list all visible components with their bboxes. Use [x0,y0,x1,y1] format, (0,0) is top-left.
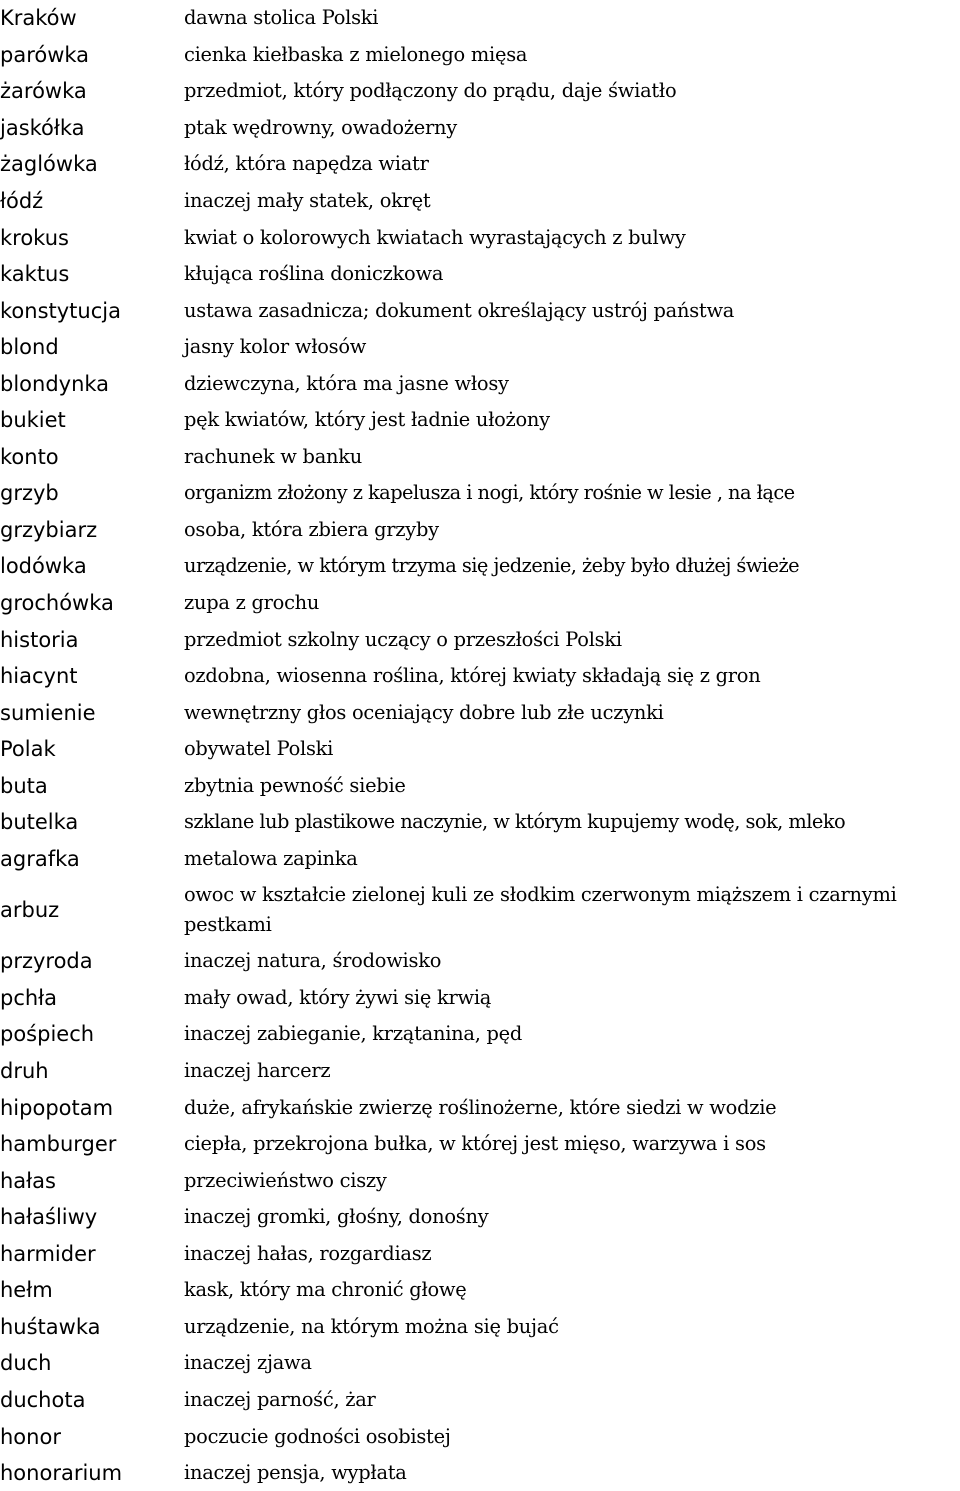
glossary-definition: poczucie godności osobistej [184,1424,451,1448]
glossary-row [0,512,960,549]
glossary-row [0,694,960,731]
glossary-term: sumienie [0,700,96,725]
glossary-term: hipopotam [0,1095,114,1120]
glossary-term: hełm [0,1278,53,1303]
glossary-definition: zupa z grochu [184,591,320,615]
glossary-definition: osoba, która zbiera grzyby [184,517,439,541]
glossary-definition: obywatel Polski [184,737,334,761]
glossary-definition: inaczej hałas, rozgardiasz [184,1241,432,1265]
glossary-row [0,183,960,220]
glossary-row [0,439,960,476]
glossary-term: historia [0,627,79,652]
glossary-definition: kask, który ma chronić głowę [184,1278,467,1302]
glossary-definition: inaczej zabieganie, krzątanina, pęd [184,1022,523,1046]
glossary-term: hałas [0,1168,56,1193]
glossary-term: blondynka [0,371,110,396]
glossary-definition: ciepła, przekrojona bułka, w której jest mięso, warzywa i sos [184,1132,766,1156]
glossary-definition: inaczej mały statek, okręt [184,189,431,212]
glossary-row [0,402,960,439]
glossary-term: blond [0,335,59,360]
glossary-term: parówka [0,42,90,67]
glossary-row [0,621,960,658]
glossary-term: przyroda [0,949,93,974]
glossary-row [0,1162,960,1199]
glossary-definition: owoc w kształcie zielonej kuli ze słodkim czerwonym miąższem i czarnymi pestkami [184,883,897,937]
glossary-term: butelka [0,810,79,835]
glossary-term: huśtawka [0,1314,101,1339]
glossary-definition: przedmiot, który podłączony do prądu, daje światło [184,79,677,103]
glossary-definition: urządzenie, na którym można się bujać [184,1314,559,1338]
glossary-term: hałaśliwy [0,1205,98,1230]
glossary-term: bukiet [0,408,66,433]
glossary-row [0,804,960,841]
glossary-row [0,110,960,147]
glossary-definition: łódź, która napędza wiatr [184,152,429,176]
glossary-term: konto [0,444,59,469]
glossary-definition: ozdobna, wiosenna roślina, której kwiaty składają się z gron [184,664,761,688]
glossary-definition: kłująca roślina doniczkowa [184,262,444,286]
glossary-row [0,767,960,804]
glossary-term: agrafka [0,846,80,871]
glossary-definition: wewnętrzny głos oceniający dobre lub złe uczynki [184,700,664,724]
glossary-definition: przedmiot szkolny uczący o przeszłości Polski [184,627,622,651]
glossary-row [0,658,960,695]
glossary-row [0,1199,960,1236]
glossary-term: hiacynt [0,664,78,689]
glossary-term: duch [0,1351,52,1376]
glossary-term: hamburger [0,1132,117,1157]
glossary-definition: inaczej harcerz [184,1059,331,1083]
glossary-term: honorarium [0,1461,123,1486]
glossary-row [0,1455,960,1491]
glossary-row [0,1309,960,1346]
glossary-term: łódź [0,189,44,213]
glossary-definition: metalowa zapinka [184,846,358,870]
glossary-term: Polak [0,737,56,762]
glossary-term: jaskółka [0,115,85,140]
glossary-definition: inaczej natura, środowisko [184,949,442,973]
glossary-definition: rachunek w banku [184,444,363,468]
glossary-definition: ptak wędrowny, owadożerny [184,115,457,139]
glossary-definition: duże, afrykańskie zwierzę roślinożerne, które siedzi w wodzie [184,1095,777,1119]
glossary-row [0,0,960,37]
glossary-definition: cienka kiełbaska z mielonego mięsa [184,42,528,66]
glossary-row [0,37,960,74]
glossary-term: żaglówka [0,152,98,177]
glossary-row [0,841,960,878]
glossary-term: żarówka [0,79,87,104]
glossary-definition: mały owad, który żywi się krwią [184,985,492,1009]
glossary-row [0,877,960,943]
glossary-row [0,365,960,402]
glossary-term: duchota [0,1387,86,1412]
glossary-row [0,1345,960,1382]
glossary-definition: inaczej gromki, głośny, donośny [184,1205,489,1229]
glossary-term: harmider [0,1241,96,1266]
glossary-row [0,943,960,980]
glossary-definition: inaczej parność, żar [184,1387,376,1411]
glossary-definition: dziewczyna, która ma jasne włosy [184,371,509,395]
glossary-row [0,256,960,293]
glossary-term: kaktus [0,262,70,287]
glossary-definition: przeciwieństwo ciszy [184,1168,387,1192]
glossary-row [0,1126,960,1163]
glossary-definition: jasny kolor włosów [184,335,367,359]
glossary-row [0,1089,960,1126]
glossary-row [0,1382,960,1419]
glossary-definition: szklane lub plastikowe naczynie, w którym kupujemy wodę, sok, mleko [184,810,846,834]
glossary-term: buta [0,773,48,798]
glossary-term: druh [0,1059,49,1084]
glossary-row [0,219,960,256]
glossary-term: pchła [0,985,58,1010]
glossary-term: grzybiarz [0,517,98,542]
glossary-row [0,585,960,622]
glossary-row [0,292,960,329]
glossary-row [0,548,960,585]
glossary-row [0,731,960,768]
glossary-term: lodówka [0,554,87,579]
glossary-term: konstytucja [0,298,121,323]
glossary-row [0,1236,960,1273]
glossary-definition: urządzenie, w którym trzyma się jedzenie, żeby było dłużej świeże [184,554,800,578]
glossary-term: pośpiech [0,1022,95,1047]
glossary-row [0,1272,960,1309]
glossary-row [0,329,960,366]
glossary-term: Kraków [0,6,77,31]
glossary-definition: dawna stolica Polski [184,6,379,30]
glossary-term: grzyb [0,481,59,506]
glossary-row [0,475,960,512]
glossary-definition: kwiat o kolorowych kwiatach wyrastających z bulwy [184,225,686,249]
glossary-definition: inaczej zjawa [184,1351,312,1375]
glossary-row [0,980,960,1017]
glossary-definition: organizm złożony z kapelusza i nogi, który rośnie w lesie , na łące [184,481,795,505]
glossary-definition: inaczej pensja, wypłata [184,1461,407,1485]
glossary-term: arbuz [0,898,60,923]
glossary-definition: ustawa zasadnicza; dokument określający ustrój państwa [184,298,735,322]
glossary-term: grochówka [0,591,114,616]
glossary-definition: zbytnia pewność siebie [184,773,406,797]
glossary-definition: pęk kwiatów, który jest ładnie ułożony [184,408,550,432]
glossary-row [0,1418,960,1455]
glossary-row [0,146,960,183]
glossary-term: krokus [0,225,69,250]
glossary-row [0,73,960,110]
glossary-term: honor [0,1424,61,1449]
glossary-row [0,1016,960,1053]
glossary-row [0,1053,960,1090]
